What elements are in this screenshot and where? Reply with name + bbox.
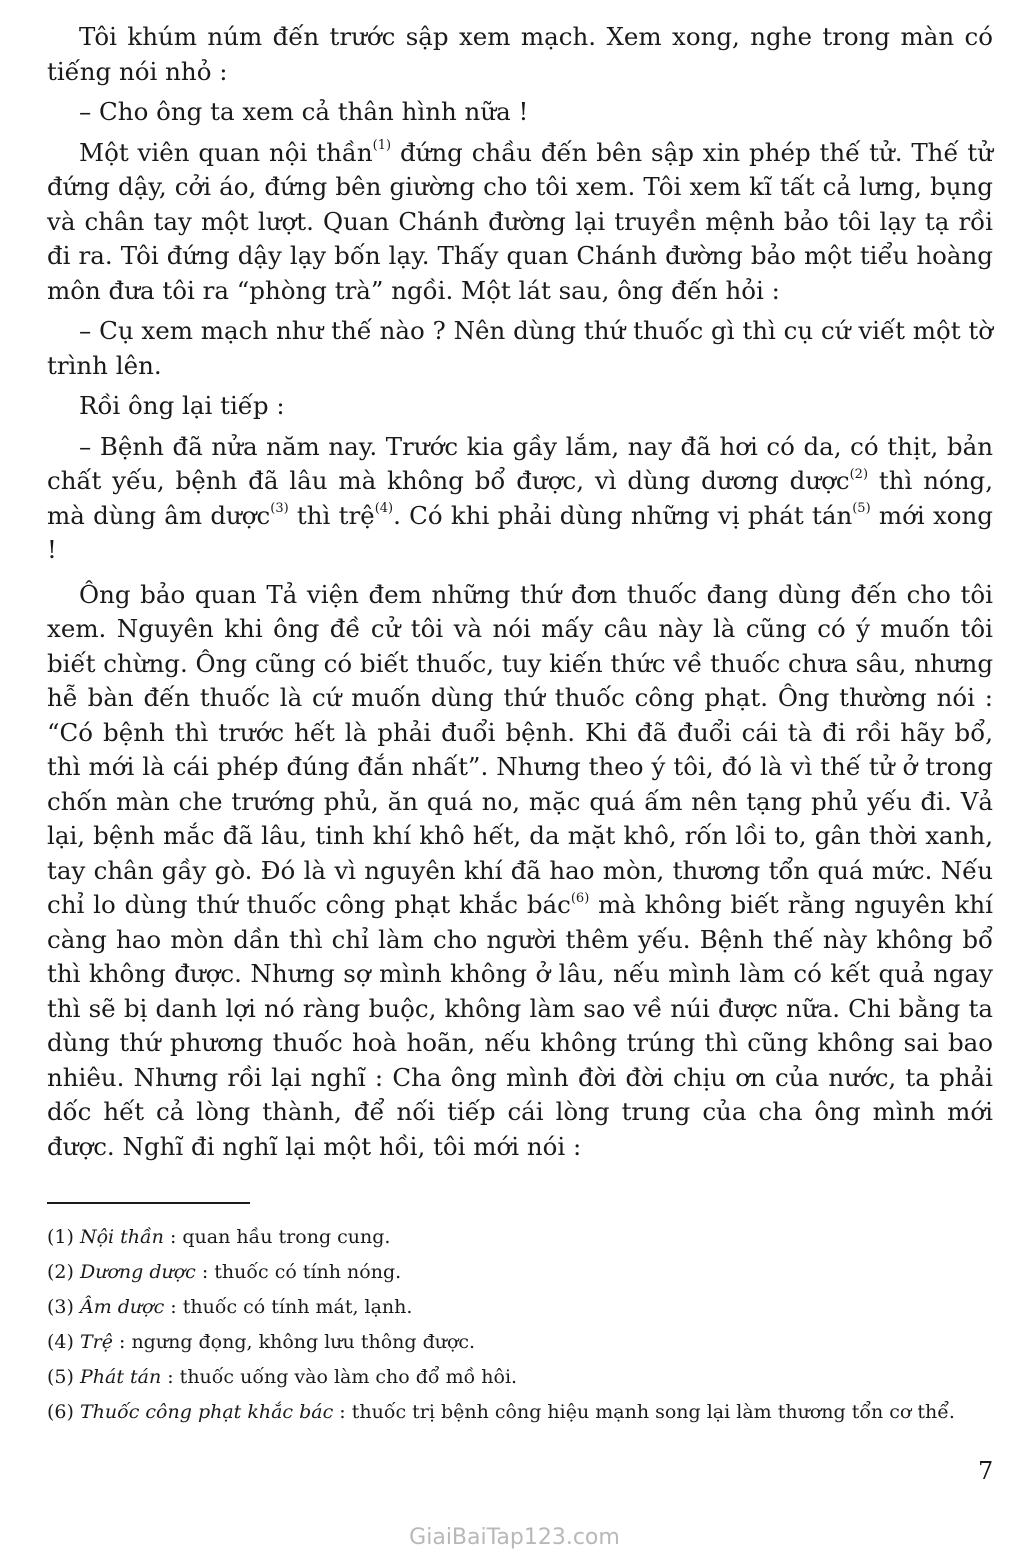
text-run: – Bệnh đã nửa năm nay. Trước kia gầy lắm, nay đã hơi có da, có thịt, bản chất yếu, bệnh đã lâu mà không bổ được, vì dùng dương dược (47, 431, 993, 495)
paragraph (47, 136, 993, 309)
footnote (47, 1255, 1007, 1290)
dialogue-line (47, 430, 993, 568)
text-run: mới xong ! (47, 500, 993, 564)
footnote-term: Phát tán (79, 1366, 162, 1388)
watermark: GiaiBaiTap123.com (409, 1525, 620, 1550)
footnotes (47, 1220, 1007, 1430)
footnote-ref[interactable]: (5) (852, 501, 871, 517)
paragraph: Rồi ông lại tiếp : (79, 391, 285, 420)
page-number: 7 (978, 1457, 994, 1485)
text-run: Một viên quan nội thần (79, 137, 373, 167)
paragraph (47, 578, 993, 1165)
footnote-definition: : thuốc uống vào làm cho đổ mồ hôi. (161, 1366, 518, 1388)
footnote-ref[interactable]: (3) (270, 501, 289, 517)
footnote (47, 1395, 1007, 1430)
footnote-number: (2) (47, 1261, 74, 1283)
text-run: thì nóng, mà dùng âm dược (47, 466, 993, 530)
footnote-definition: : thuốc trị bệnh công hiệu mạnh song lại làm thương tổn cơ thể. (333, 1401, 955, 1423)
footnote-number: (3) (47, 1296, 74, 1318)
footnote-number: (4) (47, 1331, 74, 1353)
footnote-term: Dương dược (79, 1261, 196, 1283)
footnote (47, 1290, 1007, 1325)
footnote-term: Nội thần (79, 1226, 164, 1248)
text-run: đứng chầu đến bên sập xin phép thế tử. Thế tử đứng dậy, cởi áo, đứng bên giường cho tôi xem. Tôi xem kĩ tất cả lưng, bụng và chân tay một lượt. Quan Chánh đường lại truyền mệnh bảo tôi lạy tạ rồi đi ra. Tôi đứng dậy lạy bốn lạy. Thấy quan Chánh đường bảo một tiểu hoàng môn đưa tôi ra “phòng trà” ngồi. Một lát sau, ông đến hỏi : (47, 137, 994, 305)
footnote (47, 1360, 1007, 1395)
footnote (47, 1325, 1007, 1360)
footnote-divider (47, 1202, 250, 1204)
footnote-definition: : ngưng đọng, không lưu thông được. (112, 1331, 476, 1353)
footnote-definition: : thuốc có tính nóng. (195, 1261, 402, 1283)
footnote-term: Âm dược (79, 1296, 165, 1318)
footnote (47, 1220, 1007, 1255)
footnote-number: (1) (47, 1226, 74, 1248)
footnote-definition: : thuốc có tính mát, lạnh. (164, 1296, 413, 1318)
footnote-ref[interactable]: (1) (372, 138, 392, 154)
dialogue-line: – Cho ông ta xem cả thân hình nữa ! (79, 97, 529, 126)
dialogue-line: – Cụ xem mạch như thế nào ? Nên dùng thứ thuốc gì thì cụ cứ viết một tờ trình lên. (47, 316, 993, 380)
footnote-definition: : quan hầu trong cung. (163, 1226, 391, 1248)
text-run: thì trệ (288, 500, 375, 530)
footnote-ref[interactable]: (6) (570, 890, 590, 906)
text-run: . Có khi phải dùng những vị phát tán (393, 500, 853, 530)
footnote-term: Thuốc công phạt khắc bác (79, 1401, 334, 1423)
paragraph: Tôi khúm núm đến trước sập xem mạch. Xem xong, nghe trong màn có tiếng nói nhỏ : (47, 22, 993, 86)
footnote-ref[interactable]: (4) (374, 501, 394, 517)
text-run: Ông bảo quan Tả viện đem những thứ đơn thuốc đang dùng đến cho tôi xem. Nguyên khi ông đề cử tôi và nói mấy câu này là cũng có ý muốn tôi biết chừng. Ông cũng có biết thuốc, tuy kiến thức về thuốc chưa sâu, nhưng hễ bàn đến thuốc là cứ muốn dùng thứ thuốc công phạt. Ông thường nói : “Có bệnh thì trước hết là phải đuổi bệnh. Khi đã đuổi cái tà đi rồi hãy bổ, thì mới là cái phép đúng đắn nhất”. Nhưng theo ý tôi, đó là vì thế tử ở trong chốn màn che trướng phủ, ăn quá no, mặc quá ấm nên tạng phủ yếu đi. Vả lại, bệnh mắc đã lâu, tinh khí khô hết, da mặt khô, rốn lồi to, gân thời xanh, tay chân gầy gò. Đó là vì nguyên khí đã hao mòn, thương tổn quá mức. Nếu chỉ lo dùng thứ thuốc công phạt khắc bác (47, 579, 993, 919)
footnote-number: (6) (47, 1401, 74, 1423)
footnote-term: Trệ (79, 1331, 113, 1353)
text-run: mà không biết rằng nguyên khí càng hao mòn dần thì chỉ làm cho người thêm yếu. Bệnh thế này không bổ thì không được. Nhưng sợ mình không ở lâu, nếu mình làm có kết quả ngay thì sẽ bị danh lợi nó ràng buộc, không làm sao về núi được nữa. Chi bằng ta dùng thứ phương thuốc hoà hoãn, nếu không trúng thì cũng không sai bao nhiêu. Nhưng rồi lại nghĩ : Cha ông mình đời đời chịu ơn của nước, ta phải dốc hết cả lòng thành, để nối tiếp cái lòng trung của cha ông mình mới được. Nghĩ đi nghĩ lại một hồi, tôi mới nói : (47, 890, 993, 1161)
footnote-ref[interactable]: (2) (849, 466, 869, 482)
footnote-number: (5) (47, 1366, 74, 1388)
main-text (47, 20, 993, 1174)
